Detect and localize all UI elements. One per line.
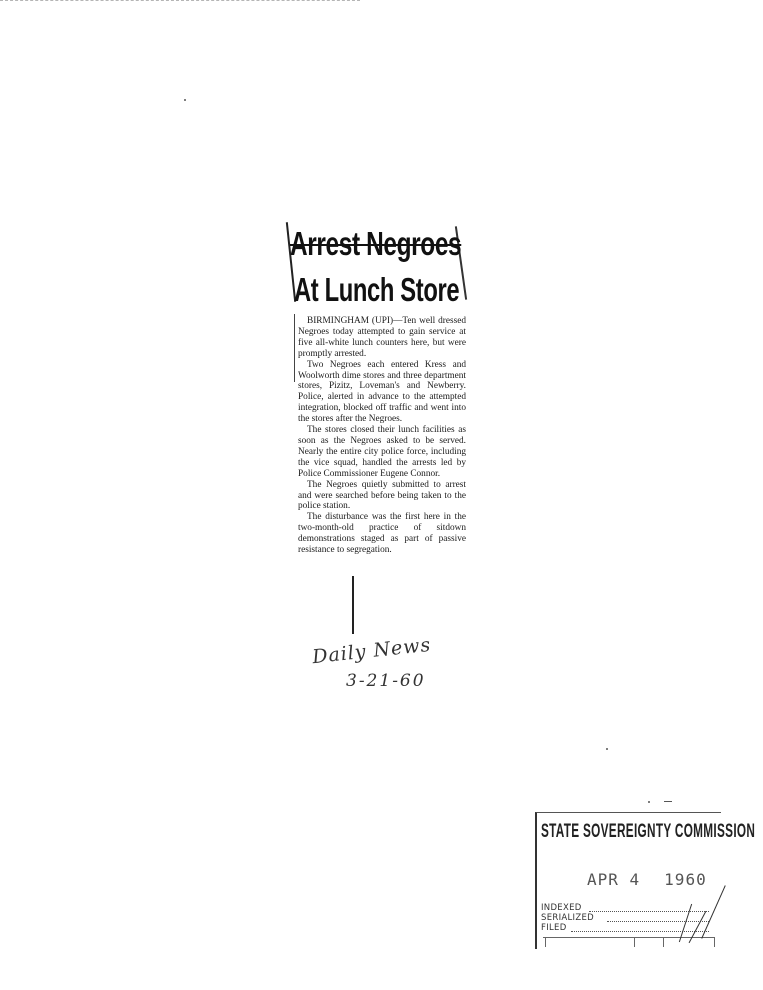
article-paragraph: Two Negroes each entered Kress and Woolworth dime stores and three department stores, Pizitz, Loveman's and Newberry. Police, alerted in advance to the attempted integration, blocked off traffic and went into the stores after the Negroes. — [298, 359, 466, 425]
stamp-date-year: 1960 — [664, 870, 707, 889]
handwritten-source-note: Daily News — [311, 633, 433, 669]
stamp-dotted-line — [589, 911, 709, 912]
commission-stamp — [535, 812, 756, 949]
stamp-field-serialized: SERIALIZED — [541, 913, 594, 923]
stamp-title: STATE SOVEREIGNTY COMMISSION — [541, 821, 756, 842]
stamp-dotted-line — [607, 921, 709, 922]
stamp-field-indexed: INDEXED — [541, 903, 582, 913]
article-paragraph: The stores closed their lunch facilities as soon as the Negroes asked to be served. Nearly the entire city police force, including the vice squad, handled the arrests led by Police Commissioner Eugene Connor. — [298, 425, 466, 479]
article-paragraph: BIRMINGHAM (UPI)—Ten well dressed Negroes today attempted to gain service at five all-white lunch counters here, but were promptly arrested. — [298, 316, 466, 359]
scan-speck — [648, 801, 650, 803]
stamp-date-month-day: APR 4 — [587, 870, 641, 889]
stamp-dotted-line — [571, 931, 709, 932]
scan-speck — [606, 748, 608, 750]
article-paragraph: The Negroes quietly submitted to arrest and were searched before being taken to the police station. — [298, 479, 466, 512]
stamp-date — [587, 870, 707, 889]
scan-speck — [664, 801, 672, 802]
newspaper-clipping — [288, 222, 474, 642]
clipping-cut-edge — [294, 314, 295, 382]
article-paragraph: The disturbance was the first here in the two-month-old practice of sitdown demonstrations staged as part of passive resistance to segregation. — [298, 512, 466, 556]
stamp-field-filed: FILED — [541, 923, 567, 933]
headline-line-2: At Lunch Store — [294, 271, 460, 308]
scan-edge-dashes — [0, 0, 360, 3]
article-body — [298, 316, 466, 556]
stamp-box — [545, 937, 635, 947]
scan-speck — [184, 99, 186, 101]
handwritten-date-note: 3-21-60 — [346, 671, 426, 691]
clipping-scan-mark — [352, 576, 354, 634]
headline-line-1: Arrest Negroes — [290, 225, 462, 262]
